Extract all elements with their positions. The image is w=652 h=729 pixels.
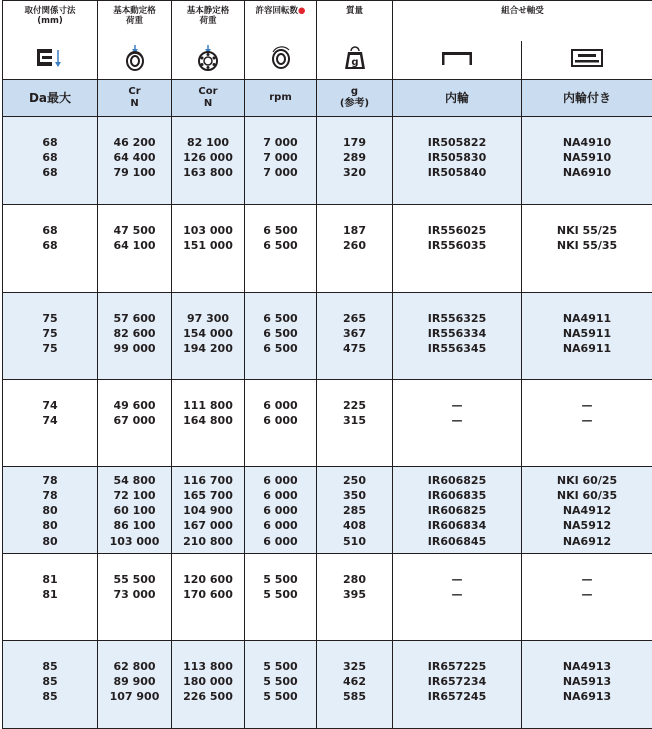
cell-line: 68 [3,223,97,238]
mass-icon [317,41,393,80]
cell-line: IR505822 [393,135,521,150]
cell-line: 6 500 [245,311,316,326]
cell-line: NA5912 [522,518,652,533]
cell-line: — [522,587,652,602]
table-row [3,553,652,640]
cell-line: 6 500 [245,341,316,356]
cell-line: NA6911 [522,341,652,356]
cell-with-inner-ring [522,204,652,292]
cell-line: 225 [317,398,392,413]
cell-line: 260 [317,238,392,253]
cell-line: 46 200 [98,135,171,150]
cell-line: 72 100 [98,488,171,503]
cell-line: IR657245 [393,689,521,704]
cell-line: — [522,398,652,413]
cell-mass [317,466,393,553]
cell-mass [317,553,393,640]
cell-line: 151 000 [172,238,244,253]
cell-line: 97 300 [172,311,244,326]
cell-cr [98,204,172,292]
cell-line: — [393,572,521,587]
cell-inner-ring [393,116,522,204]
cell-line: 120 600 [172,572,244,587]
cell-line: IR606825 [393,473,521,488]
cell-line: 54 800 [98,473,171,488]
cell-line: 78 [3,473,97,488]
cell-line: 510 [317,534,392,549]
cell-line: 104 900 [172,503,244,518]
cell-line: 55 500 [98,572,171,587]
cell-line: 7 000 [245,135,316,150]
cell-line: 165 700 [172,488,244,503]
bearing-spec-table [2,0,652,729]
cell-line: IR606825 [393,503,521,518]
cell-line: 265 [317,311,392,326]
cell-inner-ring [393,553,522,640]
cell-mass [317,292,393,379]
cell-da-max [3,379,98,466]
cell-line: 64 100 [98,238,171,253]
cell-cor [172,379,245,466]
cell-line: IR606845 [393,534,521,549]
cell-line: 5 500 [245,689,316,704]
cell-line: 85 [3,674,97,689]
cell-line: NA4911 [522,311,652,326]
header-title-row [3,1,652,41]
svg-text:g: g [351,57,358,68]
cell-line: 99 000 [98,341,171,356]
cell-inner-ring [393,292,522,379]
cell-line: 7 000 [245,165,316,180]
header-static-load-rating: 基本静定格 荷重 [172,1,245,41]
cell-line: 68 [3,150,97,165]
cell-line: NA6912 [522,534,652,549]
cell-line: 280 [317,572,392,587]
cell-cor [172,640,245,728]
cell-line: 111 800 [172,398,244,413]
cell-line: IR556025 [393,223,521,238]
cell-line: IR505840 [393,165,521,180]
cell-line: 6 000 [245,488,316,503]
cell-cor [172,466,245,553]
cell-line: 68 [3,238,97,253]
table-row [3,204,652,292]
cell-line: 6 000 [245,534,316,549]
unit-inner-ring: 内輪 [393,79,522,116]
cell-line: 85 [3,689,97,704]
cell-line: 78 [3,488,97,503]
cell-line: 164 800 [172,413,244,428]
cell-line: IR657225 [393,659,521,674]
cell-line: 475 [317,341,392,356]
unit-with-inner-ring: 内輪付き [522,79,652,116]
table-row [3,640,652,728]
cell-line: 82 600 [98,326,171,341]
cell-inner-ring [393,379,522,466]
cell-line: NA4913 [522,659,652,674]
table-row [3,116,652,204]
cell-with-inner-ring [522,466,652,553]
cell-cr [98,379,172,466]
cell-line: — [522,413,652,428]
header-mounting-dimensions: 取付関係寸法 (mm) [3,1,98,41]
cell-line: NA6910 [522,165,652,180]
cell-line: 82 100 [172,135,244,150]
footnote-mark: ● [298,6,305,16]
table-body [3,116,652,728]
cell-line: 194 200 [172,341,244,356]
cell-line: 325 [317,659,392,674]
cell-line: 6 000 [245,503,316,518]
cell-line: 73 000 [98,587,171,602]
cell-line: 6 500 [245,223,316,238]
cell-line: 179 [317,135,392,150]
cell-line: 289 [317,150,392,165]
cell-rpm [245,553,317,640]
cell-line: NKI 60/25 [522,473,652,488]
cell-line: 350 [317,488,392,503]
cell-line: 170 600 [172,587,244,602]
cell-line: 320 [317,165,392,180]
cell-line: 367 [317,326,392,341]
cell-line: NA5910 [522,150,652,165]
unit-mass: g (参考) [317,79,393,116]
cell-line: — [393,398,521,413]
cell-rpm [245,292,317,379]
cell-line: 47 500 [98,223,171,238]
cell-line: NA4910 [522,135,652,150]
cell-line: 585 [317,689,392,704]
cell-with-inner-ring [522,640,652,728]
unit-cor: Cor N [172,79,245,116]
cell-line: 126 000 [172,150,244,165]
cell-line: 163 800 [172,165,244,180]
cell-line: — [393,587,521,602]
table-row [3,466,652,553]
cell-line: IR556035 [393,238,521,253]
cell-inner-ring [393,640,522,728]
cell-line: 89 900 [98,674,171,689]
cell-line: 67 000 [98,413,171,428]
cell-da-max [3,640,98,728]
cell-line: 79 100 [98,165,171,180]
cell-da-max [3,553,98,640]
cell-rpm [245,640,317,728]
cell-line: IR556325 [393,311,521,326]
cell-line: 315 [317,413,392,428]
cell-line: 81 [3,572,97,587]
cell-line: 57 600 [98,311,171,326]
cell-line: NA4912 [522,503,652,518]
cell-cor [172,292,245,379]
cell-cr [98,116,172,204]
cell-line: 74 [3,398,97,413]
cell-line: NA5913 [522,674,652,689]
cell-line: 7 000 [245,150,316,165]
cell-line: 395 [317,587,392,602]
speed-icon [245,41,317,80]
cell-with-inner-ring [522,116,652,204]
cell-line: 49 600 [98,398,171,413]
cell-line: 68 [3,165,97,180]
cell-line: 6 000 [245,398,316,413]
with-inner-ring-icon [522,41,652,80]
cell-cor [172,116,245,204]
cell-line: 285 [317,503,392,518]
cell-line: 103 000 [98,534,171,549]
cell-line: 75 [3,311,97,326]
cell-line: NKI 55/25 [522,223,652,238]
dynamic-load-icon [98,41,172,80]
header-icon-row [3,41,652,80]
cell-line: 6 000 [245,413,316,428]
cell-line: NKI 60/35 [522,488,652,503]
cell-with-inner-ring [522,379,652,466]
cell-cr [98,292,172,379]
cell-line: NKI 55/35 [522,238,652,253]
cell-line: 180 000 [172,674,244,689]
cell-mass [317,379,393,466]
header-mass: 質量 [317,1,393,41]
cell-line: — [522,572,652,587]
cell-da-max [3,204,98,292]
cell-line: 103 000 [172,223,244,238]
cell-line: 62 800 [98,659,171,674]
cell-line: 226 500 [172,689,244,704]
cell-line: IR657234 [393,674,521,689]
cell-line: 154 000 [172,326,244,341]
cell-line: NA6913 [522,689,652,704]
cell-mass [317,204,393,292]
cell-line: 81 [3,587,97,602]
cell-line: 68 [3,135,97,150]
cell-line: 64 400 [98,150,171,165]
cell-line: 60 100 [98,503,171,518]
cell-line: 5 500 [245,587,316,602]
cell-line: 107 900 [98,689,171,704]
cell-cr [98,640,172,728]
cell-line: IR556345 [393,341,521,356]
cell-line: NA5911 [522,326,652,341]
cell-line: 250 [317,473,392,488]
cell-line: 210 800 [172,534,244,549]
cell-inner-ring [393,466,522,553]
cell-line: 80 [3,534,97,549]
cell-rpm [245,379,317,466]
cell-mass [317,640,393,728]
cell-line: IR606835 [393,488,521,503]
cell-line: 6 000 [245,473,316,488]
cell-line: 5 500 [245,674,316,689]
cell-with-inner-ring [522,553,652,640]
cell-line: IR505830 [393,150,521,165]
cell-da-max [3,116,98,204]
cell-rpm [245,204,317,292]
table-row [3,292,652,379]
cell-line: 6 500 [245,238,316,253]
cell-line: 5 500 [245,659,316,674]
unit-da-max: Da最大 [3,79,98,116]
cell-cr [98,553,172,640]
inner-ring-icon [393,41,522,80]
cell-line: 86 100 [98,518,171,533]
header-combined-bearing: 組合せ軸受 [393,1,652,41]
cell-line: 75 [3,341,97,356]
cell-line: 187 [317,223,392,238]
cell-cor [172,204,245,292]
cell-da-max [3,292,98,379]
cell-line: 116 700 [172,473,244,488]
cell-line: 6 000 [245,518,316,533]
cell-mass [317,116,393,204]
cell-rpm [245,466,317,553]
cell-line: 462 [317,674,392,689]
mounting-dimension-icon [3,41,98,80]
cell-line: 74 [3,413,97,428]
cell-da-max [3,466,98,553]
unit-cr: Cr N [98,79,172,116]
header-allowable-speed: 許容回転数● [245,1,317,41]
cell-line: IR556334 [393,326,521,341]
cell-line: IR606834 [393,518,521,533]
table-row [3,379,652,466]
cell-line: — [393,413,521,428]
cell-rpm [245,116,317,204]
cell-line: 80 [3,518,97,533]
cell-line: 167 000 [172,518,244,533]
cell-cor [172,553,245,640]
cell-line: 80 [3,503,97,518]
cell-line: 6 500 [245,326,316,341]
header-dynamic-load-rating: 基本動定格 荷重 [98,1,172,41]
cell-line: 408 [317,518,392,533]
static-load-icon [172,41,245,80]
cell-cr [98,466,172,553]
cell-line: 5 500 [245,572,316,587]
cell-line: 75 [3,326,97,341]
cell-inner-ring [393,204,522,292]
header-unit-row [3,79,652,116]
cell-line: 85 [3,659,97,674]
unit-rpm: rpm [245,79,317,116]
cell-line: 113 800 [172,659,244,674]
cell-with-inner-ring [522,292,652,379]
